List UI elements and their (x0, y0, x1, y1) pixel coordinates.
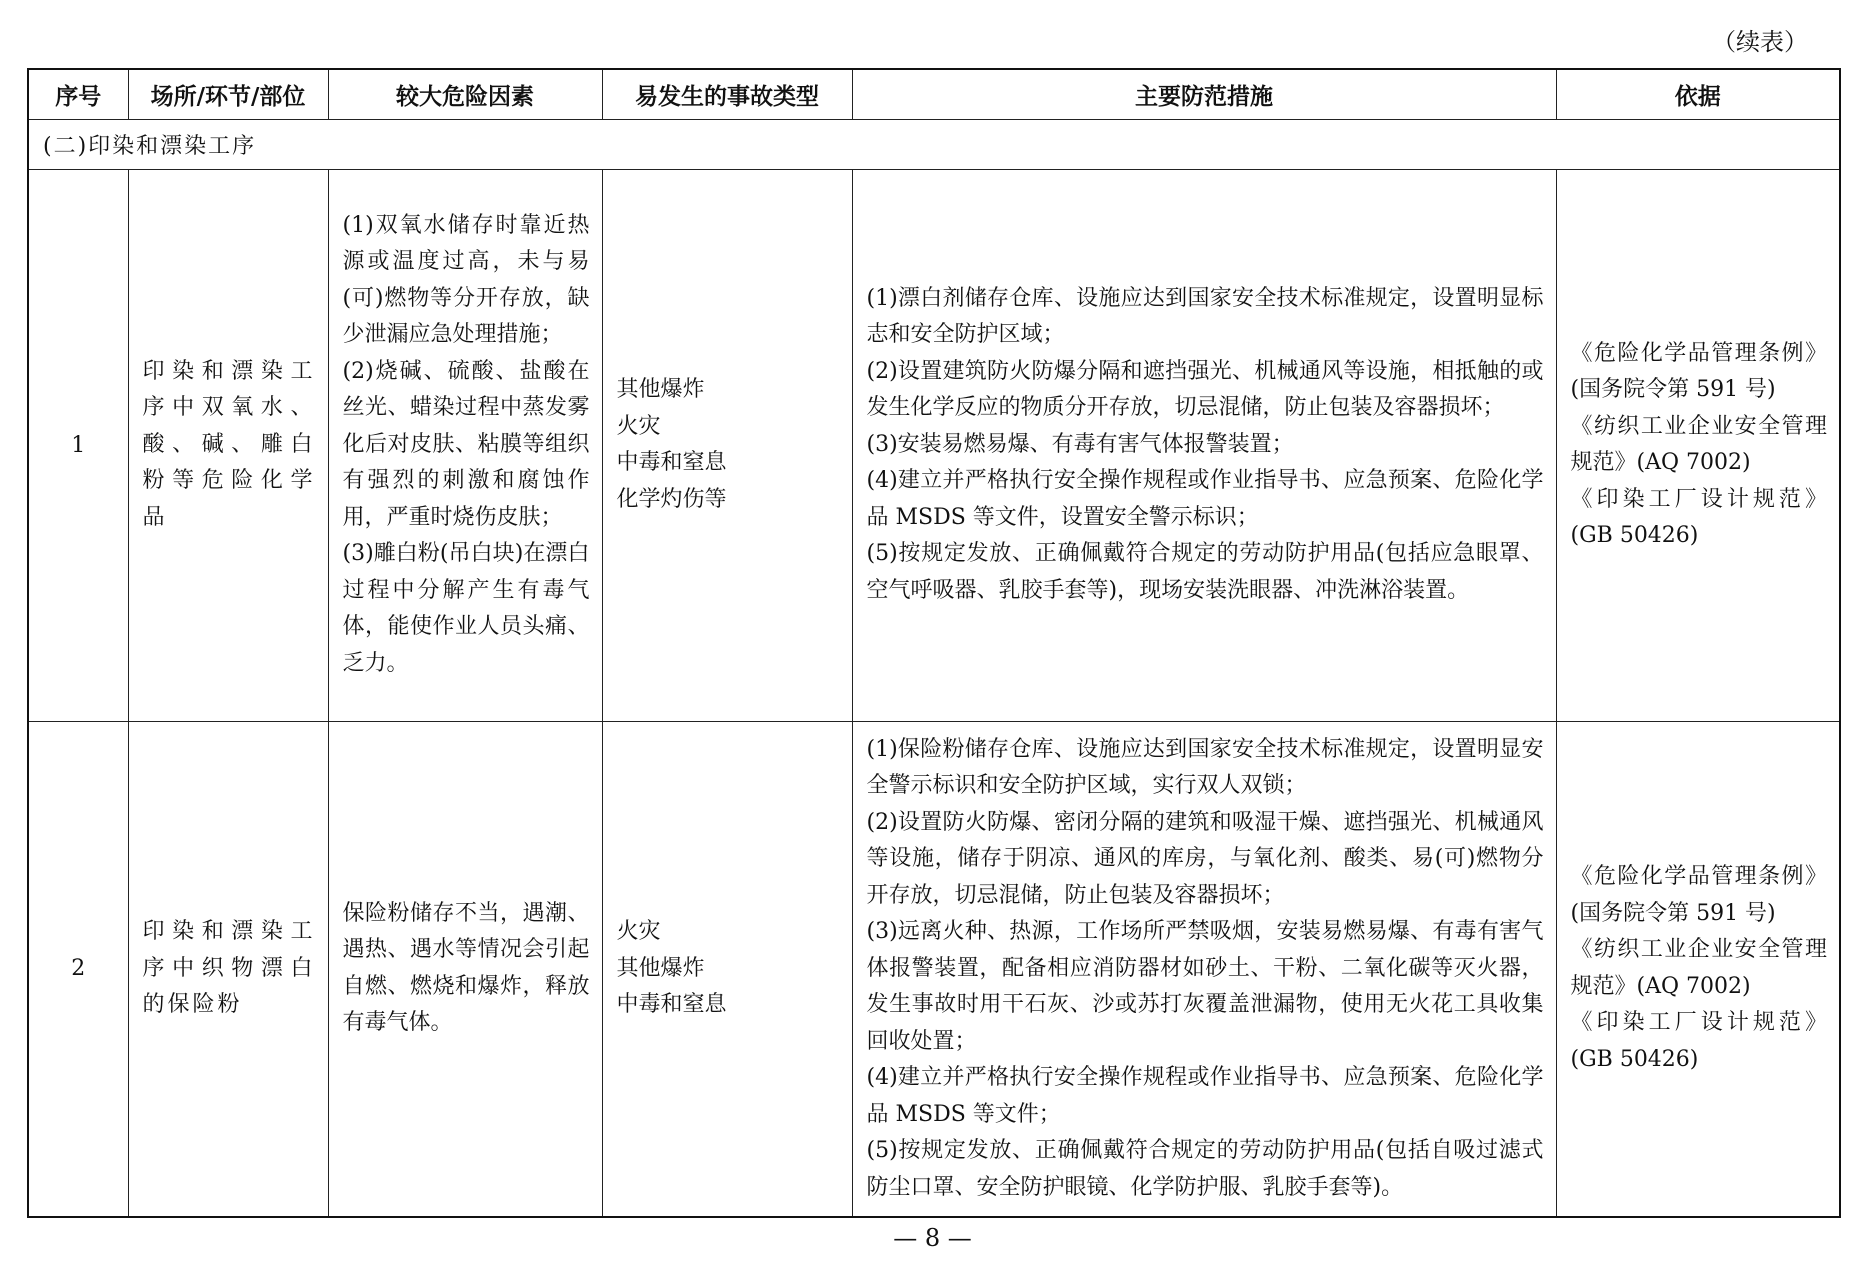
accident-item: 化学灼伤等 (616, 486, 727, 512)
table-row (28, 169, 1840, 721)
row-basis (1556, 721, 1840, 1217)
table-header-row (28, 69, 1840, 119)
hazard-item: 保险粉储存不当，遇潮、遇热、遇水等情况会引起自燃、燃烧和爆炸，释放有毒气体。 (342, 900, 590, 1036)
measure-item: (5)按规定发放、正确佩戴符合规定的劳动防护用品(包括应急眼罩、空气呼吸器、乳胶手套等)，现场安装洗眼器、冲洗淋浴装置。 (866, 541, 1544, 603)
header-measures: 主要防范措施 (852, 69, 1556, 119)
row-location: 印染和漂染工序中双氧水、酸、碱、雕白粉等危险化学品 (128, 169, 328, 721)
accident-item: 其他爆炸 (616, 955, 705, 981)
accident-item: 中毒和窒息 (616, 450, 727, 475)
measure-item: (4)建立并严格执行安全操作规程或作业指导书、应急预案、危险化学品 MSDS 等文件； (866, 1065, 1544, 1127)
header-hazard: 较大危险因素 (328, 69, 602, 119)
accident-item: 火灾 (616, 413, 661, 439)
header-location: 场所/环节/部位 (128, 69, 328, 119)
hazard-table (27, 68, 1841, 1218)
basis-item: 《纺织工业企业安全管理规范》(AQ 7002) (1570, 937, 1827, 999)
row-measures (852, 169, 1556, 721)
header-seq: 序号 (28, 69, 128, 119)
row-location: 印染和漂染工序中织物漂白的保险粉 (128, 721, 328, 1217)
row-accident (602, 169, 852, 721)
row-hazard (328, 721, 602, 1217)
hazard-item: (3)雕白粉(吊白块)在漂白过程中分解产生有毒气体，能使作业人员头痛、乏力。 (342, 541, 590, 676)
measure-item: (2)设置防火防爆、密闭分隔的建筑和吸湿干燥、遮挡强光、机械通风等设施，储存于阴凉、通风的库房，与氧化剂、酸类、易(可)燃物分开存放，切忌混储，防止包装及容器损坏； (866, 809, 1544, 908)
basis-item: 《危险化学品管理条例》(国务院令第 591 号) (1570, 340, 1827, 402)
page-number: — 8 — (893, 1224, 972, 1252)
measure-item: (5)按规定发放、正确佩戴符合规定的劳动防护用品(包括自吸过滤式防尘口罩、安全防护眼镜、化学防护服、乳胶手套等)。 (866, 1138, 1544, 1200)
header-accident: 易发生的事故类型 (602, 69, 852, 119)
row-measures (852, 721, 1556, 1217)
continued-label: （续表） (1712, 28, 1808, 56)
basis-item: 《纺织工业企业安全管理规范》(AQ 7002) (1570, 413, 1827, 475)
hazard-item: (2)烧碱、硫酸、盐酸在丝光、蜡染过程中蒸发雾化后对皮肤、粘膜等组织有强烈的刺激和腐蚀作用，严重时烧伤皮肤； (342, 358, 590, 530)
accident-item: 中毒和窒息 (616, 992, 727, 1017)
measure-item: (3)安装易燃易爆、有毒有害气体报警装置； (866, 431, 1294, 457)
row-seq: 2 (28, 721, 128, 1217)
header-basis: 依据 (1556, 69, 1840, 119)
measure-item: (2)设置建筑防火防爆分隔和遮挡强光、机械通风等设施，相抵触的或发生化学反应的物质分开存放，切忌混储，防止包装及容器损坏； (866, 358, 1544, 421)
section-title: (二)印染和漂染工序 (28, 119, 1840, 169)
row-basis (1556, 169, 1840, 721)
basis-item: 《印染工厂设计规范》(GB 50426) (1570, 486, 1827, 548)
row-accident (602, 721, 852, 1217)
table-row (28, 721, 1840, 1217)
row-seq: 1 (28, 169, 128, 721)
measure-item: (1)漂白剂储存仓库、设施应达到国家安全技术标准规定，设置明显标志和安全防护区域； (866, 285, 1544, 348)
measure-item: (3)远离火种、热源，工作场所严禁吸烟，安装易燃易爆、有毒有害气体报警装置，配备相应消防器材如砂土、干粉、二氧化碳等灭火器，发生事故时用干石灰、沙或苏打灰覆盖泄漏物，使用无火花工具收集回收处置； (866, 919, 1544, 1054)
section-row (28, 119, 1840, 169)
accident-item: 火灾 (616, 919, 661, 944)
basis-item: 《危险化学品管理条例》(国务院令第 591 号) (1570, 864, 1827, 926)
hazard-item: (1)双氧水储存时靠近热源或温度过高，未与易(可)燃物等分开存放，缺少泄漏应急处理措施； (342, 212, 590, 348)
basis-item: 《印染工厂设计规范》(GB 50426) (1570, 1010, 1827, 1072)
measure-item: (4)建立并严格执行安全操作规程或作业指导书、应急预案、危险化学品 MSDS 等文件，设置安全警示标识； (866, 468, 1544, 530)
measure-item: (1)保险粉储存仓库、设施应达到国家安全技术标准规定，设置明显安全警示标识和安全防护区域，实行双人双锁； (866, 736, 1544, 798)
accident-item: 其他爆炸 (616, 377, 705, 402)
row-hazard (328, 169, 602, 721)
